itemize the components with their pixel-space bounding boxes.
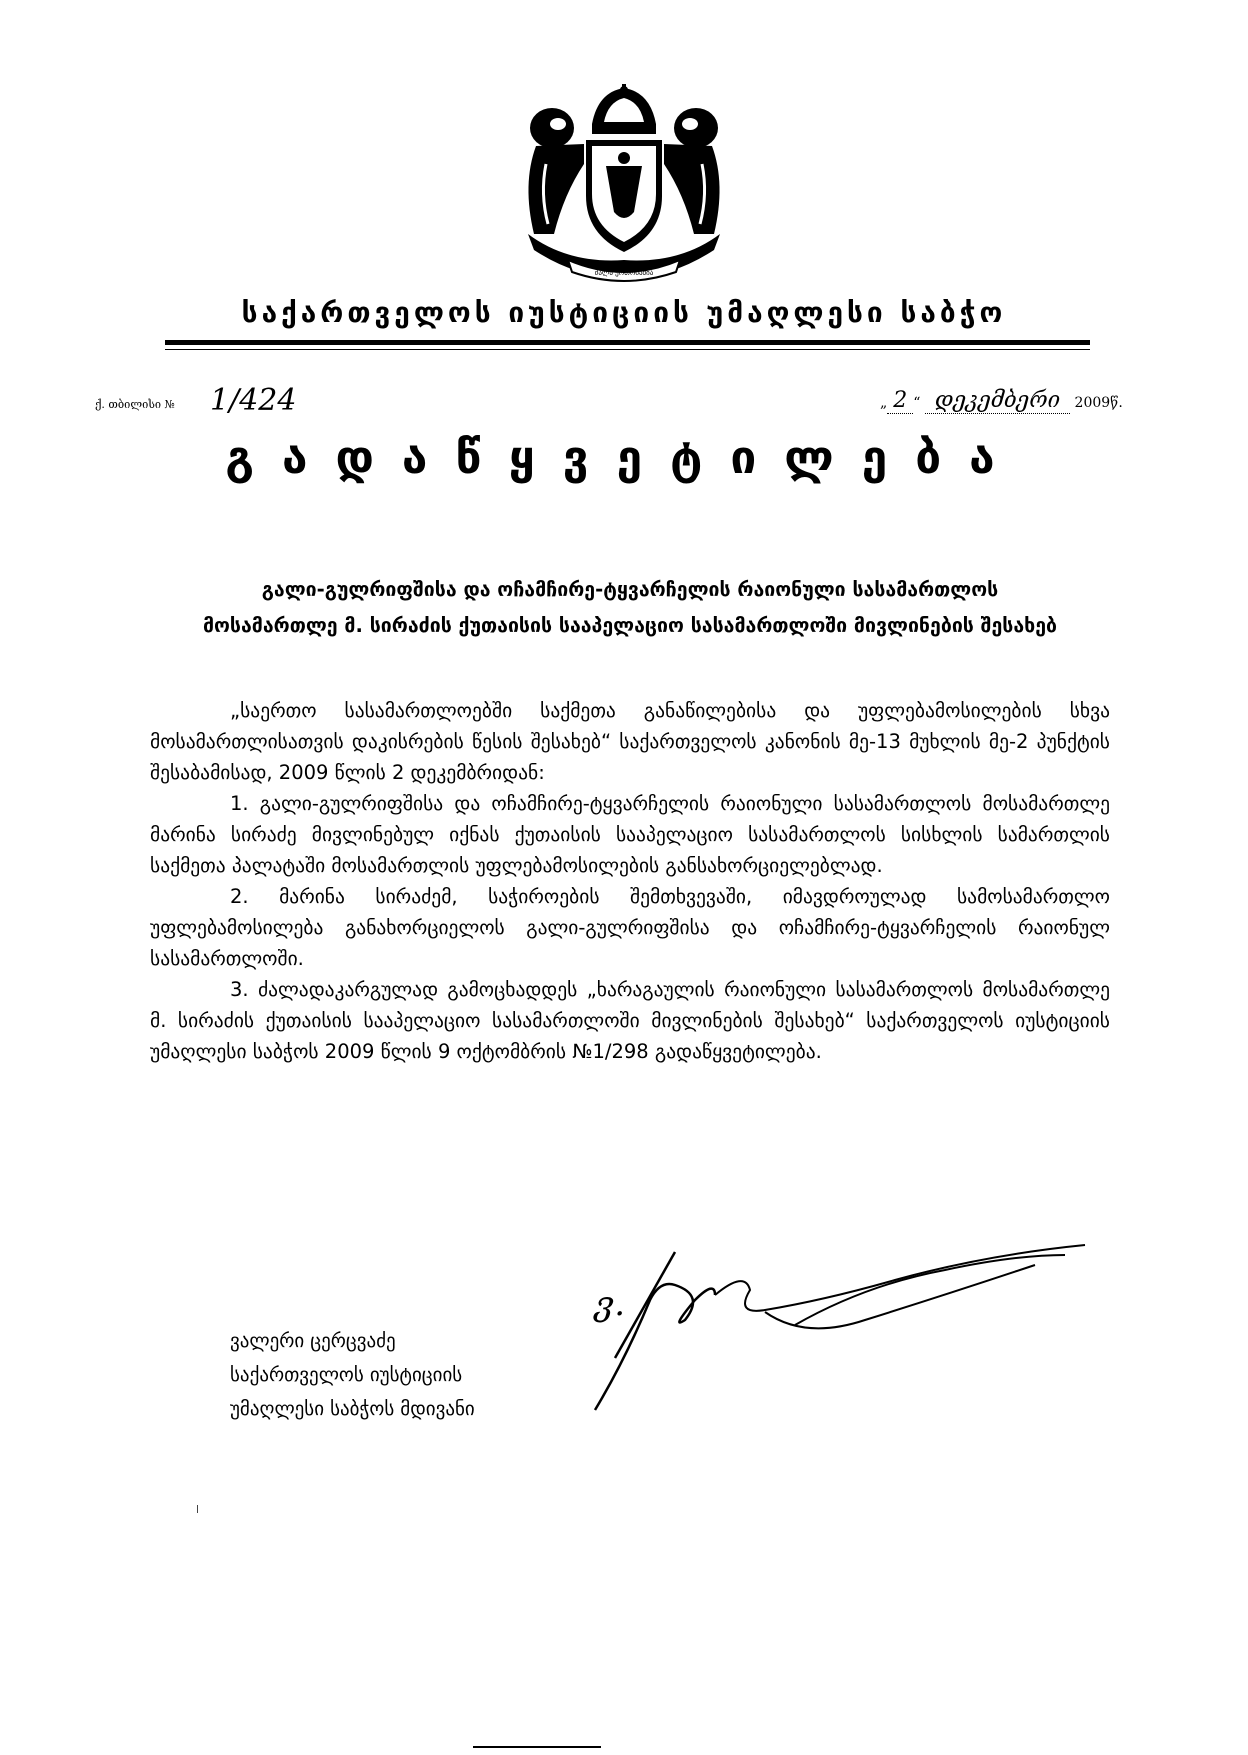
- body-intro: „საერთო სასამართლოებში საქმეთა განაწილებისა და უფლებამოსილების სხვა მოსამართლისათვის დაკისრების წესის შესახებ“ საქართველოს კანონის მე-13 მუხლის მე-2 პუნქტის შესაბამისად, 2009 წლის 2 დეკემბრიდან:: [150, 699, 1110, 784]
- document-body: [150, 695, 1110, 1067]
- date-day: 2: [887, 388, 913, 414]
- header-rule-thick: [165, 340, 1090, 345]
- scan-mark: [197, 1505, 198, 1513]
- date-month: დეკემბერი: [925, 388, 1070, 414]
- signatory-title-line-1: საქართველოს იუსტიციის: [230, 1364, 463, 1386]
- document-number-value: 1/424: [210, 383, 297, 418]
- signatory-name: ვალერი ცერცვაძე: [230, 1330, 396, 1352]
- document-date: „ 2 “ დეკემბერი 2009წ.: [880, 388, 1123, 413]
- right-lion-icon: [664, 108, 720, 234]
- ribbon-motto: ძალა ერთობაშია: [594, 269, 654, 277]
- handwritten-signature: [565, 1240, 1095, 1415]
- left-lion-icon: [528, 108, 584, 234]
- crown-icon: [592, 84, 656, 134]
- body-item-1: 1. გალი-გულრიფშისა და ოჩამჩირე-ტყვარჩელის რაიონული სასამართლოს მოსამართლე მარინა სირაძე მივლინებულ იქნას ქუთაისის სააპელაციო სასამართლოს სისხლის სამართლის საქმეთა პალატაში მოსამართლის უფლებამოსილების განსახორციელებლად.: [150, 792, 1110, 877]
- council-name-heading: საქართველოს იუსტიციის უმაღლესი საბჭო: [241, 296, 1007, 329]
- document-subject: [150, 572, 1110, 644]
- subject-line-1: გალი-გულრიფშისა და ოჩამჩირე-ტყვარჩელის რაიონული სასამართლოს: [261, 578, 999, 601]
- shield-icon: [586, 140, 662, 252]
- signature-initial: ვ.: [595, 1284, 626, 1324]
- header-rule-thin: [165, 349, 1090, 350]
- footer-line: [473, 1746, 601, 1748]
- body-item-2: 2. მარინა სირაძემ, საჭიროების შემთხვევაში, იმავდროულად სამოსამართლო უფლებამოსილება განახორციელოს გალი-გულრიფშისა და ოჩამჩირე-ტყვარჩელის რაიონულ სასამართლოში.: [150, 885, 1110, 970]
- georgia-coat-of-arms-icon: [508, 84, 740, 284]
- document-number-label: ქ. თბილისი №: [95, 398, 175, 411]
- document-type-heading: გადაწყვეტილება: [225, 430, 1023, 484]
- signatory-title-line-2: უმაღლესი საბჭოს მდივანი: [230, 1398, 475, 1420]
- date-year: 2009წ.: [1074, 395, 1123, 411]
- body-item-3: 3. ძალადაკარგულად გამოცხადდეს „ხარაგაულის რაიონული სასამართლოს მოსამართლე მ. სირაძის ქუთაისის სააპელაციო სასამართლოში მივლინების შესახებ“ საქართველოს იუსტიციის უმაღლესი საბჭოს 2009 წლის 9 ოქტომბრის №1/298 გადაწყვეტილება.: [150, 978, 1110, 1063]
- subject-line-2: მოსამართლე მ. სირაძის ქუთაისის სააპელაციო სასამართლოში მივლინების შესახებ: [202, 614, 1058, 637]
- signatory-block: [230, 1324, 475, 1426]
